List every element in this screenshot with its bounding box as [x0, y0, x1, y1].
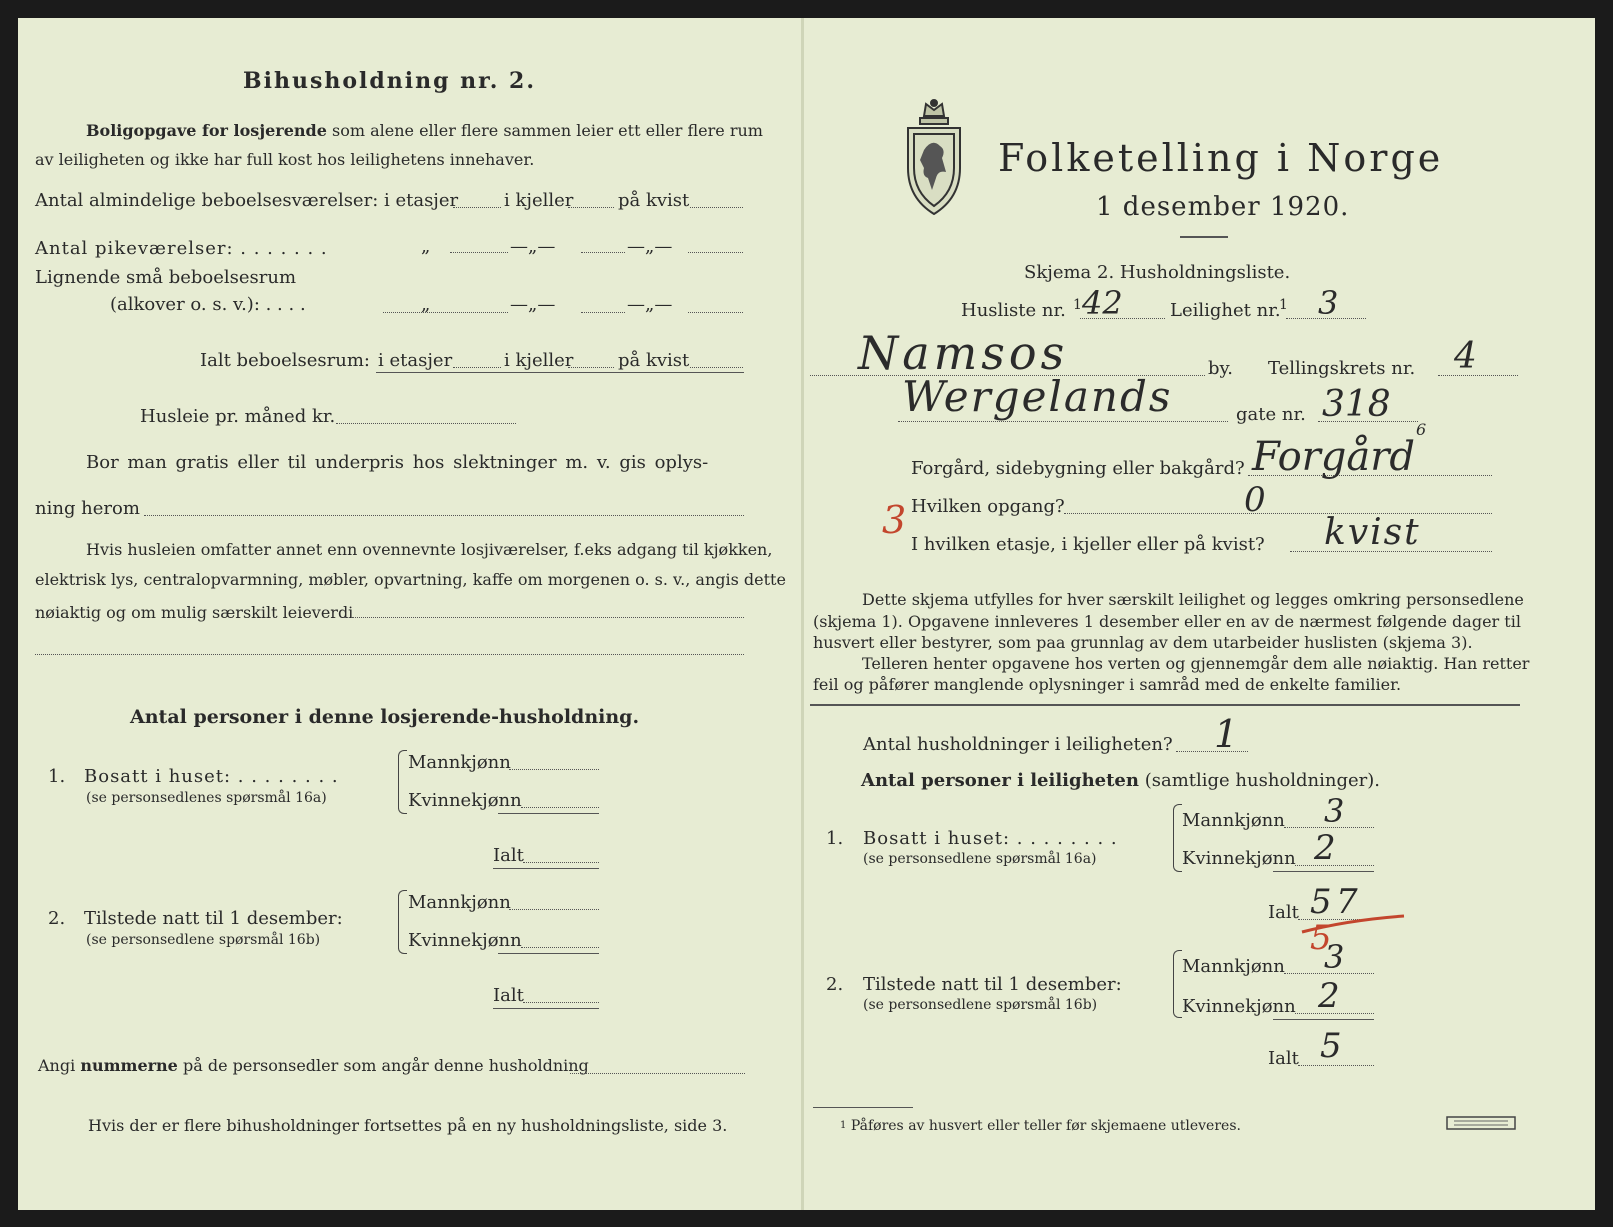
right-q1-brace	[1173, 804, 1182, 872]
gratis-line	[144, 515, 744, 516]
husliste-footnote-mark: 1	[1073, 297, 1082, 313]
info-line5: feil og påfører manglende oplysninger i samråd med de enkelte familier.	[813, 675, 1402, 694]
hvis-line3: nøiaktig og om mulig særskilt leieverdi	[35, 603, 354, 622]
pike-ditto: „	[421, 236, 431, 257]
pike-line-2	[581, 252, 625, 253]
leilighet-label: Leilighet nr.	[1170, 300, 1281, 321]
angi-post: på de personsedler som angår denne husholdning	[182, 1056, 589, 1075]
husliste-label: Husliste nr.	[961, 300, 1066, 321]
right-q1-sum-rule	[1273, 871, 1374, 872]
gratis-line1: Bor man gratis eller til underpris hos slektninger m. v. gis oplys-	[86, 452, 709, 473]
left-q2-num: 2.	[48, 908, 66, 929]
right-q2-kvinne: Kvinnekjønn	[1182, 996, 1296, 1017]
lignende-ditto-2: —„—	[510, 294, 556, 315]
intro-bold: Boligopgave for losjerende	[86, 121, 327, 140]
hvis-line2: elektrisk lys, centralopvarmning, møbler, opvartning, kaffe om morgenen o. s. v., angis dette	[35, 570, 786, 589]
hw-opgang-red: 3	[882, 498, 907, 542]
rooms-kjeller: i kjeller	[504, 190, 574, 211]
left-q1-sum-rule	[498, 813, 599, 814]
printer-stamp-icon	[1446, 1116, 1516, 1130]
right-q1-mann: Mannkjønn	[1182, 810, 1285, 831]
info-separator	[810, 704, 1520, 706]
angi-line	[570, 1073, 745, 1074]
lignende-line-1	[383, 312, 508, 313]
rooms-etasjer-line	[453, 207, 501, 208]
angi-bold: nummerne	[80, 1056, 178, 1075]
ialt-kjeller-line	[568, 367, 614, 368]
left-q1-brace	[398, 750, 407, 814]
ialt-rooms-kvist: på kvist	[618, 350, 690, 371]
by-label: by.	[1208, 358, 1234, 379]
right-antal-bold: Antal personer i leiligheten	[861, 770, 1139, 791]
rooms-label: Antal almindelige beboelsesværelser: i etasjer	[35, 190, 459, 211]
census-form-sheet	[18, 18, 1595, 1210]
opgang-label: Hvilken opgang?	[911, 496, 1065, 517]
left-q2-label: Tilstede natt til 1 desember:	[84, 908, 343, 929]
pike-ditto-3: —„—	[627, 236, 673, 257]
pike-line-1	[450, 252, 508, 253]
title-rule	[1180, 236, 1228, 238]
lignende-line-2	[581, 312, 625, 313]
right-q2-ialt: Ialt	[1268, 1048, 1299, 1069]
ialt-rooms-etasjer: i etasjer	[378, 350, 453, 371]
opgang-line	[1064, 513, 1492, 514]
angi-pre: Angi	[38, 1056, 76, 1075]
info-line2: (skjema 1). Opgavene innleveres 1 desember eller en av de nærmest følgende dager til	[813, 612, 1521, 631]
pike-label: Antal pikeværelser: . . . . . . .	[35, 238, 328, 259]
left-q2-ialt-line	[523, 1002, 599, 1003]
lignende-ditto: „	[421, 294, 431, 315]
hw-tellingskrets-nr: 4	[1454, 336, 1477, 377]
left-q1-kvinne: Kvinnekjønn	[408, 790, 522, 811]
left-q1-kvinne-line	[521, 807, 599, 808]
pike-ditto-2: —„—	[510, 236, 556, 257]
skjema-label: Skjema 2. Husholdningsliste.	[1024, 262, 1291, 283]
hvis-line-a	[344, 617, 744, 618]
hvis-line1: Hvis husleien omfatter annet enn ovennevnte losjiværelser, f.eks adgang til kjøkken,	[86, 540, 773, 559]
left-q2-ialt-rule	[493, 1008, 599, 1009]
left-q2-kvinne-line	[521, 947, 599, 948]
hvis-line-b	[35, 654, 744, 655]
hw-bosatt-ialt-red: 5	[1310, 918, 1332, 958]
rooms-kjeller-line	[568, 207, 614, 208]
hw-gate-nr-mark: 6	[1416, 420, 1427, 439]
hw-bosatt-ialt-old: 5	[1310, 882, 1332, 922]
hush-label: Antal husholdninger i leiligheten?	[863, 734, 1173, 755]
lignende-line1: Lignende små beboelsesrum	[35, 267, 297, 288]
right-q1-ialt: Ialt	[1268, 902, 1299, 923]
left-q1-ialt-line	[523, 862, 599, 863]
left-q1-mann-line	[509, 769, 599, 770]
right-q1-kvinne: Kvinnekjønn	[1182, 848, 1296, 869]
hw-tilstede-ialt: 5	[1320, 1026, 1342, 1066]
ialt-rooms-label: Ialt beboelsesrum:	[200, 350, 370, 371]
lignende-line2: (alkover o. s. v.): . . . .	[110, 294, 306, 315]
left-q1-num: 1.	[48, 766, 66, 787]
gate-line	[898, 421, 1228, 422]
left-title: Bihusholdning nr. 2.	[243, 68, 536, 94]
left-q1-ialt: Ialt	[493, 845, 524, 866]
hw-leilighet-nr: 3	[1318, 284, 1339, 322]
footnote-mark: 1	[840, 1120, 847, 1131]
left-q1-mann: Mannkjønn	[408, 752, 511, 773]
right-q2-brace	[1173, 950, 1182, 1018]
husleie-label: Husleie pr. måned kr.	[140, 406, 336, 427]
intro-line2: av leiligheten og ikke har full kost hos leilighetens innehaver.	[35, 150, 535, 169]
right-q1-sub: (se personsedlene spørsmål 16a)	[863, 851, 1097, 867]
hw-bosatt-mann: 3	[1324, 792, 1345, 830]
info-line1: Dette skjema utfylles for hver særskilt leilighet og legges omkring personsedlene	[862, 590, 1524, 609]
left-q2-sub: (se personsedlene spørsmål 16b)	[86, 932, 321, 948]
left-q2-ialt: Ialt	[493, 985, 524, 1006]
pike-line-3	[688, 252, 743, 253]
right-antal-rest: (samtlige husholdninger).	[1144, 770, 1381, 791]
intro-rest: som alene eller flere sammen leier ett eller flere rum	[331, 121, 763, 140]
rooms-kvist-line	[690, 207, 743, 208]
left-q2-sum-rule	[498, 953, 599, 954]
lignende-line-3	[688, 312, 743, 313]
info-line3: husvert eller bestyrer, som paa grunnlag av dem utarbeider huslisten (skjema 3).	[813, 633, 1473, 652]
husleie-line	[336, 423, 516, 424]
leilighet-footnote-mark: 1	[1279, 297, 1288, 313]
right-q2-label: Tilstede natt til 1 desember:	[863, 974, 1122, 995]
left-q1-sub: (se personsedlenes spørsmål 16a)	[86, 790, 327, 806]
tellingskrets-label: Tellingskrets nr.	[1268, 358, 1416, 379]
gratis-line2: ning herom	[35, 498, 140, 519]
ialt-etasjer-line	[453, 367, 501, 368]
left-q2-brace	[398, 890, 407, 954]
right-q2-sub: (se personsedlene spørsmål 16b)	[863, 997, 1098, 1013]
right-title: Folketelling i Norge	[998, 136, 1444, 180]
left-antal-heading: Antal personer i denne losjerende-husholdning.	[130, 706, 640, 728]
ialt-rooms-underline	[376, 372, 744, 373]
hw-bosatt-ialt: 7	[1336, 882, 1358, 922]
left-q1-ialt-rule	[493, 868, 599, 869]
right-q2-num: 2.	[826, 974, 844, 995]
footnote-text: Påføres av husvert eller teller før skjemaene utleveres.	[850, 1118, 1241, 1134]
ialt-rooms-kjeller: i kjeller	[504, 350, 574, 371]
right-q2-mann: Mannkjønn	[1182, 956, 1285, 977]
gate-label: gate nr.	[1236, 404, 1306, 425]
etasje-label: I hvilken etasje, i kjeller eller på kvist?	[911, 534, 1265, 555]
page-fold	[801, 18, 804, 1210]
hw-tilstede-mann: 3	[1324, 938, 1345, 976]
right-q1-label: Bosatt i huset: . . . . . . . .	[863, 828, 1118, 849]
hw-tilstede-kvinne: 2	[1318, 976, 1340, 1016]
ialt-kvist-line	[690, 367, 743, 368]
hw-forgaard: Forgård	[1252, 434, 1415, 480]
hw-bosatt-kvinne: 2	[1314, 828, 1336, 868]
left-footer: Hvis der er flere bihusholdninger fortsettes på en ny husholdningsliste, side 3.	[88, 1116, 728, 1135]
left-q1-label: Bosatt i huset: . . . . . . . .	[84, 766, 339, 787]
hw-husholdninger: 1	[1214, 712, 1239, 756]
tellingskrets-line	[1438, 375, 1518, 376]
hw-by: Namsos	[858, 326, 1069, 380]
hw-gate-nr: 318	[1322, 384, 1391, 425]
lignende-ditto-3: —„—	[627, 294, 673, 315]
info-line4: Telleren henter opgavene hos verten og gjennemgår dem alle nøiaktig. Han retter	[862, 654, 1530, 673]
forgaard-label: Forgård, sidebygning eller bakgård?	[911, 458, 1245, 479]
hw-opgang: 0	[1244, 480, 1266, 520]
left-q2-kvinne: Kvinnekjønn	[408, 930, 522, 951]
rooms-kvist: på kvist	[618, 190, 690, 211]
right-date: 1 desember 1920.	[1096, 192, 1350, 222]
right-q1-num: 1.	[826, 828, 844, 849]
hw-husliste-nr: 42	[1082, 284, 1123, 322]
left-q2-mann: Mannkjønn	[408, 892, 511, 913]
hw-gate: Wergelands	[902, 372, 1173, 421]
hw-etasje: kvist	[1324, 512, 1421, 553]
footnote-rule	[813, 1107, 913, 1108]
right-q2-sum-rule	[1273, 1019, 1374, 1020]
left-q2-mann-line	[509, 909, 599, 910]
norwegian-lion-crest-icon	[902, 98, 966, 216]
